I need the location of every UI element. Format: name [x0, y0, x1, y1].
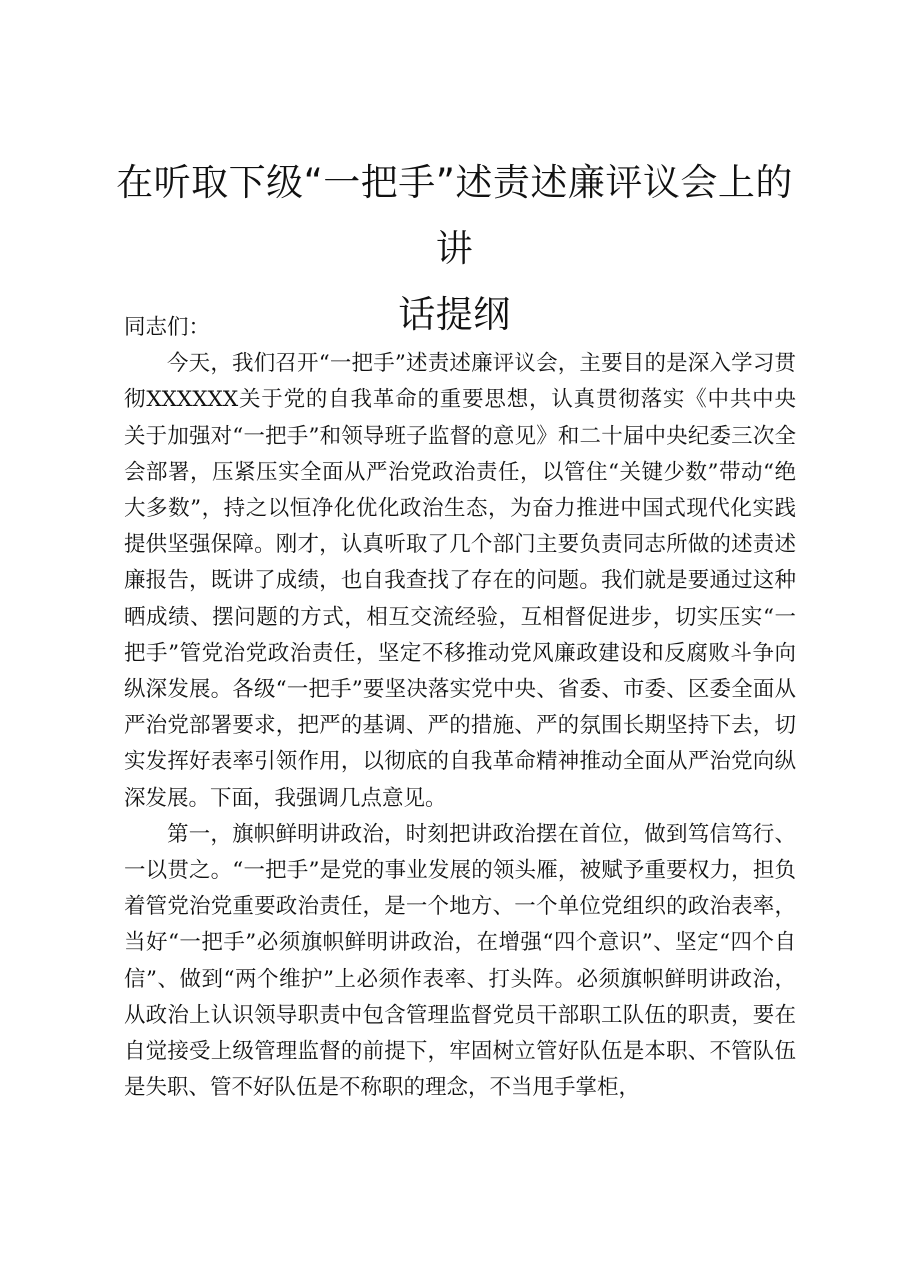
document-title-line-1: 在听取下级“一把手”述责述廉评议会上的讲: [116, 161, 793, 270]
salutation: 同志们：: [124, 315, 211, 340]
body-paragraph: 今天，我们召开“一把手”述责述廉评议会，主要目的是深入学习贯彻XXXXXX关于党的自我革命的重要思想，认真贯彻落实《中共中央关于加强对“一把手”和领导班子监督的意见》和二十届中央纪委三次全会部署，压紧压实全面从严治党政治责任，以管住“关键少数”带动“绝大多数”，持之以恒净化优化政治生态，为奋力推进中国式现代化实践提供坚强保障。刚才，认真听取了几个部门主要负责同志所做的述责述廉报告，既讲了成绩，也自我查找了存在的问题。我们就是要通过这种晒成绩、摆问题的方式，相互交流经验，互相督促进步，切实压实“一把手”管党治党政治责任，坚定不移推动党风廉政建设和反腐败斗争向纵深发展。各级“一把手”要坚决落实党中央、省委、市委、区委全面从严治党部署要求，把严的基调、严的措施、严的氛围长期坚持下去，切实发挥好表率引领作用，以彻底的自我革命精神推动全面从严治党向纵深发展。下面，我强调几点意见。: [124, 351, 796, 811]
body-paragraph: 第一，旗帜鲜明讲政治，时刻把讲政治摆在首位，做到笃信笃行、一以贯之。“一把手”是党的事业发展的领头雁，被赋予重要权力，担负着管党治党重要政治责任，是一个地方、一个单位党组织的政治表率，当好“一把手”必须旗帜鲜明讲政治，在增强“四个意识”、坚定“四个自信”、做到“两个维护”上必须作表率、打头阵。必须旗帜鲜明讲政治，从政治上认识领导职责中包含管理监督党员干部职工队伍的职责，要在自觉接受上级管理监督的前提下，牢固树立管好队伍是本职、不管队伍是失职、管不好队伍是不称职的理念，不当甩手掌柜，: [124, 821, 796, 1101]
document-title-line-2: 话提纲: [398, 293, 511, 336]
document-body: [124, 310, 796, 1106]
